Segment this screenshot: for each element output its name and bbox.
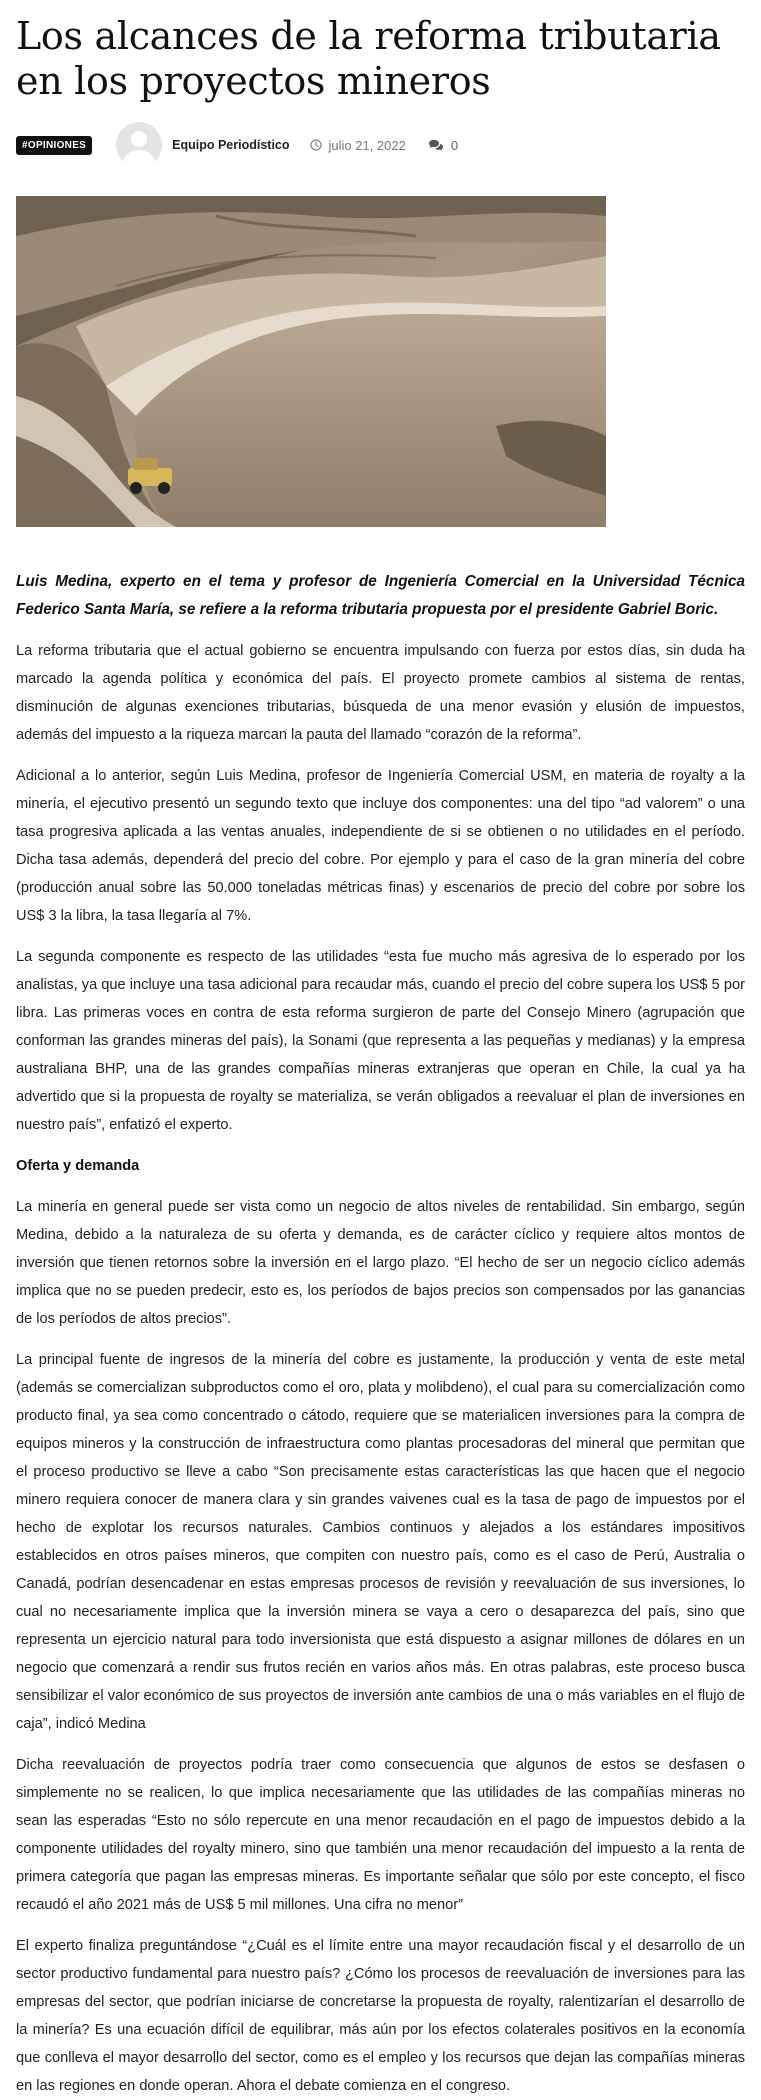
author-avatar[interactable] (116, 122, 162, 168)
category-tag[interactable]: #OPINIONES (16, 136, 92, 155)
article-title: Los alcances de la reforma tributaria en los proyectos mineros (16, 14, 721, 103)
section-heading: Oferta y demanda (16, 1158, 140, 1174)
clock-icon (310, 139, 322, 151)
date-text: julio 21, 2022 (328, 137, 406, 153)
avatar-body-shape (123, 150, 155, 168)
article-meta (16, 121, 745, 169)
article-paragraph: Dicha reevaluación de proyectos podría traer como consecuencia que algunos de estos se desfasen o simplemente no se realicen, lo que implica necesariamente que las utilidades de las compañías mineras no sean las esperadas “Esto no sólo repercute en una menor recaudación en el pago de impuestos debido a la componente utilidades del royalty minero, sino que también una menor recaudación del impuesto a la renta de primera categoría que pagan las empresas mineras. Es importante señalar que sólo por este concepto, el fisco recaudó el año 2021 más de US$ 5 mil millones. Una cifra no menor” (16, 1757, 745, 1913)
author-name[interactable]: Equipo Periodístico (172, 138, 290, 152)
comment-count: 0 (450, 137, 459, 153)
article-paragraph: Adicional a lo anterior, según Luis Medina, profesor de Ingeniería Comercial USM, en materia de royalty a la minería, el ejecutivo presentó un segundo texto que incluye dos componentes: una del tipo “ad valorem” o una tasa progresiva aplicada a las ventas anuales, independiente de si se obtienen o no utilidades en el período. Dicha tasa además, dependerá del precio del cobre. Por ejemplo y para el caso de la gran minería del cobre (producción anual sobre las 50.000 toneladas métricas finas) y escenarios de precio del cobre por sobre los US$ 3 la libra, la tasa llegaría al 7%. (16, 768, 745, 924)
article-paragraph: La minería en general puede ser vista como un negocio de altos niveles de rentabilidad. Sin embargo, según Medina, debido a la naturaleza de su oferta y demanda, es de carácter cíclico y requiere altos montos de inversión que tienen retornos sobre la inversión en el largo plazo. “El hecho de ser un negocio cíclico además implica que no se pueden predecir, esto es, los períodos de bajos precios son compensados por las ganancias de los períodos de altos precios”. (16, 1199, 745, 1327)
publish-date (310, 138, 406, 153)
article-paragraph: La segunda componente es respecto de las utilidades “esta fue mucho más agresiva de lo esperado por los analistas, ya que incluye una tasa adicional para recaudar más, cuando el precio del cobre supera los US$ 5 por libra. Las primeras voces en contra de esta reforma surgieron de parte del Consejo Minero (agrupación que conforman las grandes mineras del país), la Sonami (que representa a las pequeñas y medianas) y la empresa australiana BHP, una de las grandes compañías mineras extranjeras que operan en Chile, la cual ya ha advertido que si la propuesta de royalty se materializa, se verán obligados a reevaluar el plan de inversiones en nuestro país”, enfatizó el experto. (16, 949, 745, 1133)
article-paragraph: El experto finaliza preguntándose “¿Cuál es el límite entre una mayor recaudación fiscal y el desarrollo de un sector productivo fundamental para nuestro país? ¿Cómo los procesos de reevaluación de inversiones para las empresas del sector, que podrían iniciarse de concretarse la propuesta de royalty, ralentizarían el desarrollo de la minería? Es una ecuación difícil de equilibrar, más aún por los efectos colaterales positivos en la economía que conlleva el mayor desarrollo del sector, como es el empleo y los recursos que dejan las compañías mineras en las regiones en donde operan. Ahora el debate comienza en el congreso. (16, 1938, 745, 2094)
mine-photo (16, 196, 606, 527)
article-paragraph: La reforma tributaria que el actual gobierno se encuentra impulsando con fuerza por estos días, sin duda ha marcado la agenda política y económica del país. El proyecto promete cambios al sistema de rentas, disminución de algunas exenciones tributarias, búsqueda de una menor evasión y elusión de impuestos, además del impuesto a la riqueza marcan la pauta del llamado “corazón de la reforma”. (16, 643, 745, 743)
avatar-head-shape (131, 131, 147, 147)
article-paragraph: La principal fuente de ingresos de la minería del cobre es justamente, la producción y venta de este metal (además se comercializan subproductos como el oro, plata y molibdeno), el cual para su comercialización como producto final, ya sea como concentrado o cátodo, requiere que se materialicen inversiones para la compra de equipos mineros y la construcción de infraestructura como plantas procesadoras del mineral que permitan que el proceso productivo se lleve a cabo “Son precisamente estas características las que hacen que el negocio minero requiera conocer de manera clara y sin grandes vaivenes cual es la tasa de pago de impuestos por el hecho de explotar los recursos naturales. Cambios continuos y alejados a los estándares impositivos establecidos en otros países mineros, que compiten con nuestro país, como es el caso de Perú, Australia o Canadá, podrían desencadenar en estas empresas procesos de revisión y reevaluación de sus inversiones, lo cual no necesariamente implica que la inversión minera se vaya a cero o desaparezca del país, sino que representa un ejercicio natural para todo inversionista que está dispuesto a asignar millones de dólares en un negocio que comenzará a rendir sus frutos recién en varios años más. En otras palabras, este proceso busca sensibilizar el valor económico de sus proyectos de inversión ante cambios de una o más variables en el flujo de caja”, indicó Medina (16, 1352, 745, 1732)
comments-icon (428, 139, 444, 152)
comments-link[interactable] (428, 138, 458, 153)
article-lead: Luis Medina, experto en el tema y profesor de Ingeniería Comercial en la Universidad Técnica Federico Santa María, se refiere a la reforma tributaria propuesta por el presidente Gabriel Boric. (16, 573, 745, 618)
